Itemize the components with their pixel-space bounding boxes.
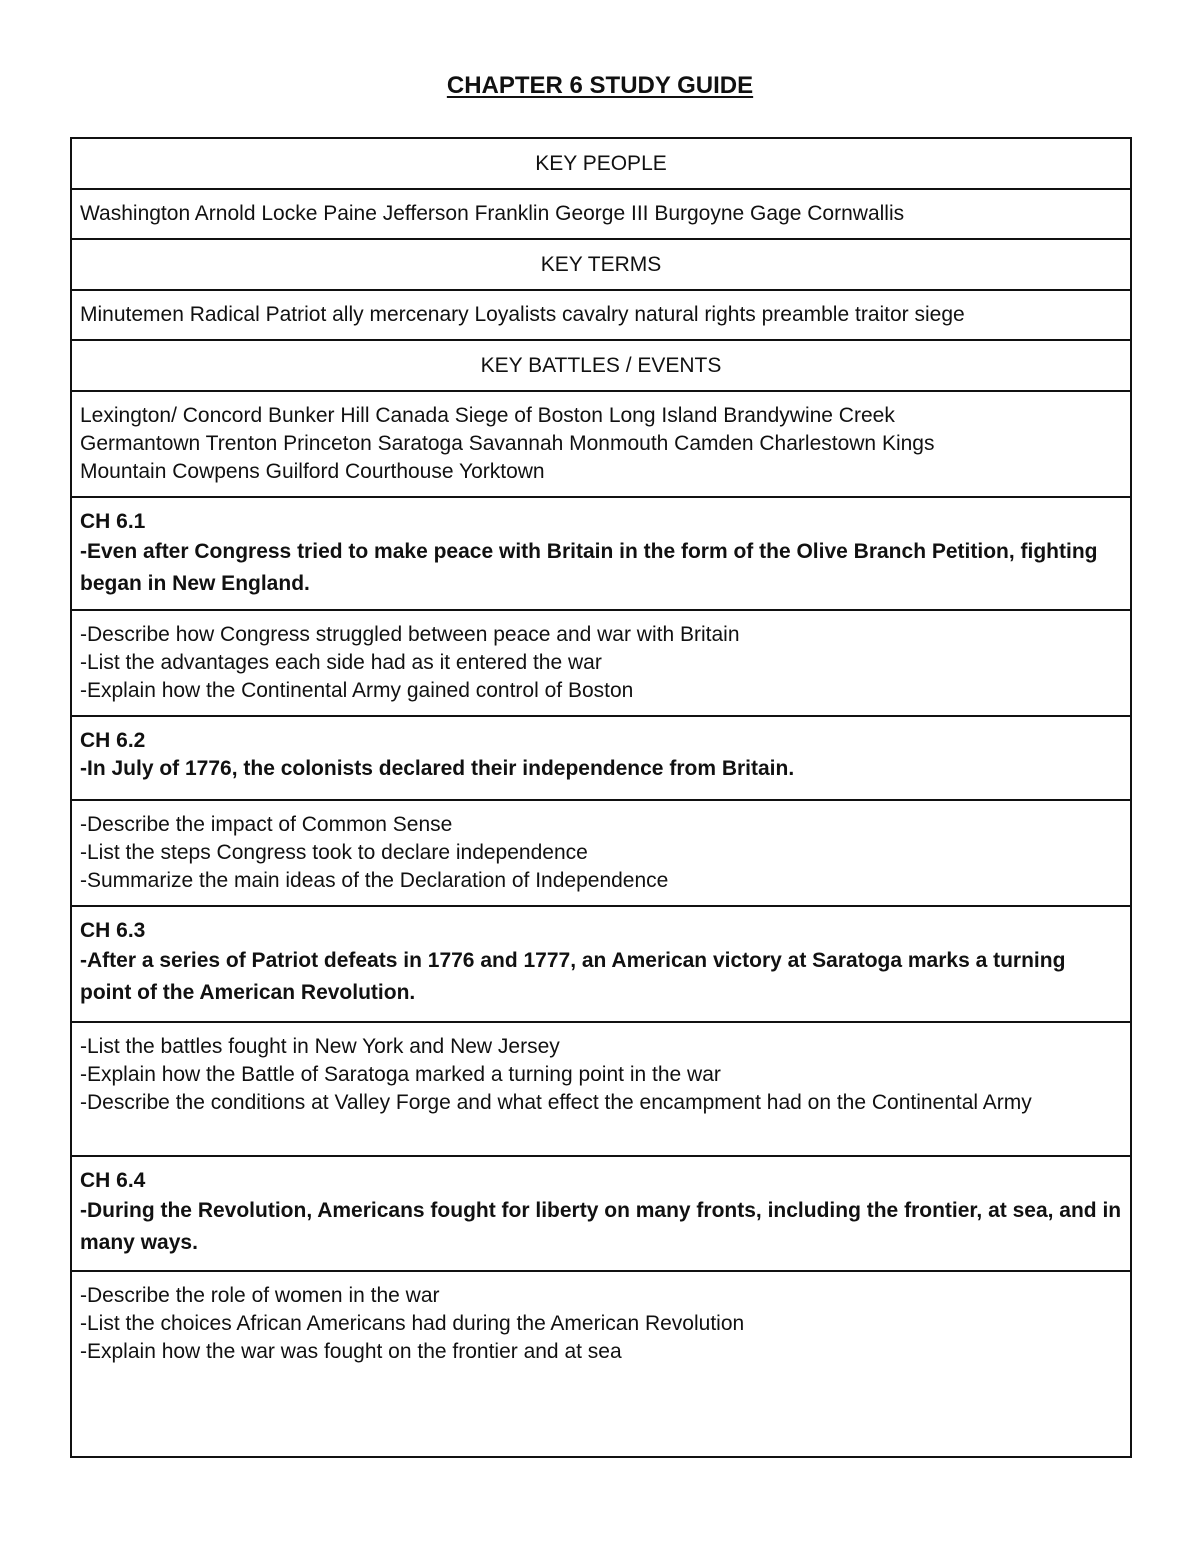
objective-item: -List the advantages each side had as it entered the war	[80, 651, 602, 674]
page-title: CHAPTER 6 STUDY GUIDE	[446, 72, 754, 99]
section-objectives	[72, 1023, 1130, 1157]
objective-item: -Describe the impact of Common Sense	[80, 813, 453, 836]
study-guide-table	[70, 137, 1132, 1458]
section-main-idea-text: -After a series of Patriot defeats in 1776 and 1777, an American victory at Saratoga marks a turning point of the American Revolution.	[80, 949, 1066, 1004]
objective-item: -Describe the role of women in the war	[80, 1284, 440, 1307]
section-main-idea-text: -In July of 1776, the colonists declared their independence from Britain.	[80, 757, 795, 780]
section-label: CH 6.1	[80, 510, 146, 533]
objective-item: -Explain how the Battle of Saratoga marked a turning point in the war	[80, 1063, 721, 1086]
objective-item: -List the battles fought in New York and New Jersey	[80, 1035, 560, 1058]
section-main-idea	[72, 498, 1130, 611]
objective-item: -Explain how the Continental Army gained control of Boston	[80, 679, 634, 702]
objective-item: -Explain how the war was fought on the frontier and at sea	[80, 1340, 622, 1363]
section-objectives	[72, 801, 1130, 907]
key-terms-list: Minutemen Radical Patriot ally mercenary Loyalists cavalry natural rights preamble traitor siege	[72, 291, 1130, 341]
objective-item: -Describe the conditions at Valley Forge and what effect the encampment had on the Continental Army	[80, 1091, 1032, 1114]
objective-item: -List the choices African Americans had during the American Revolution	[80, 1312, 745, 1335]
section-main-idea-text: -Even after Congress tried to make peace with Britain in the form of the Olive Branch Petition, fighting began in New England.	[80, 540, 1098, 595]
section-objectives	[72, 1272, 1130, 1456]
objective-item: -List the steps Congress took to declare independence	[80, 841, 588, 864]
key-people-header: KEY PEOPLE	[72, 139, 1130, 190]
section-main-idea	[72, 717, 1130, 801]
objective-item: -Summarize the main ideas of the Declaration of Independence	[80, 869, 669, 892]
section-label: CH 6.4	[80, 1169, 146, 1192]
section-label: CH 6.3	[80, 919, 146, 942]
objective-item: -Describe how Congress struggled between peace and war with Britain	[80, 623, 740, 646]
section-main-idea-text: -During the Revolution, Americans fought for liberty on many fronts, including the frontier, at sea, and in many ways.	[80, 1199, 1122, 1254]
section-objectives	[72, 611, 1130, 717]
key-battles-list	[72, 392, 1130, 498]
key-people-list: Washington Arnold Locke Paine Jefferson Franklin George III Burgoyne Gage Cornwallis	[72, 190, 1130, 240]
section-main-idea	[72, 907, 1130, 1023]
section-label: CH 6.2	[80, 729, 146, 752]
section-main-idea	[72, 1157, 1130, 1272]
key-battles-line: Germantown Trenton Princeton Saratoga Savannah Monmouth Camden Charlestown Kings	[80, 432, 935, 455]
key-battles-line: Lexington/ Concord Bunker Hill Canada Siege of Boston Long Island Brandywine Creek	[80, 404, 895, 427]
key-battles-header: KEY BATTLES / EVENTS	[72, 341, 1130, 392]
key-terms-header: KEY TERMS	[72, 240, 1130, 291]
key-battles-line: Mountain Cowpens Guilford Courthouse Yorktown	[80, 460, 545, 483]
